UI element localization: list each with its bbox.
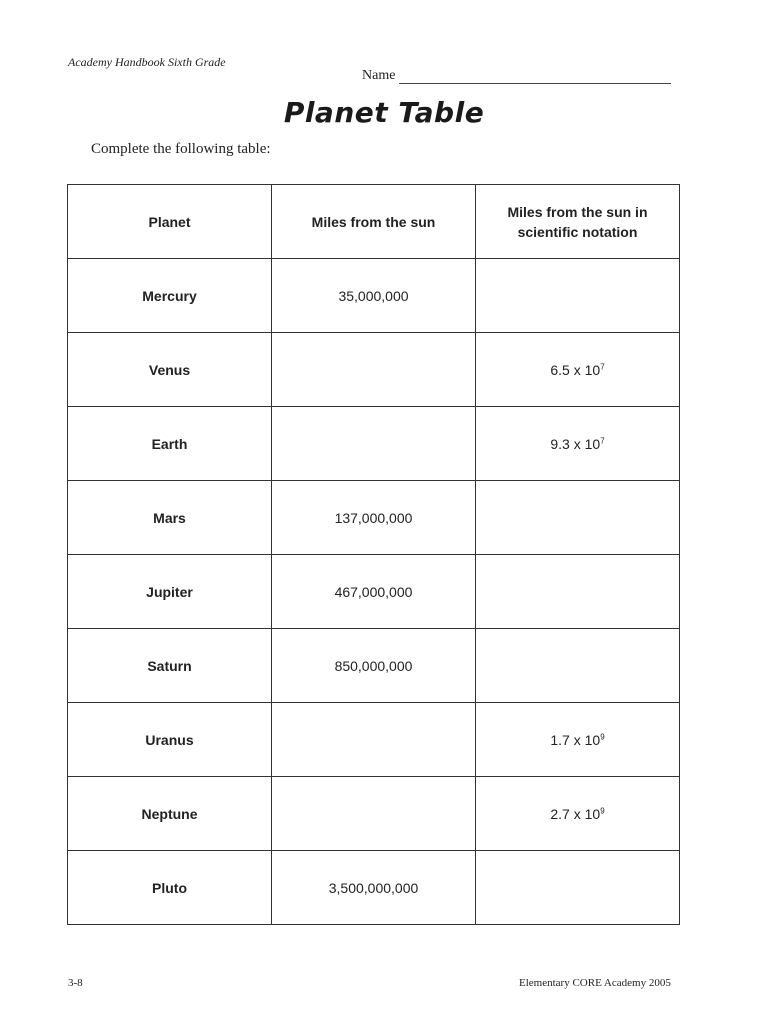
name-field [362,68,671,84]
header-planet: Planet [68,185,272,259]
scientific-exponent: 7 [600,361,605,371]
planet-name-cell: Pluto [68,851,272,925]
table-row [68,333,680,407]
miles-cell[interactable]: 35,000,000 [272,259,476,333]
scientific-base: 1.7 x 10 [550,731,601,748]
page-title: Planet Table [283,96,485,129]
planet-name-cell: Mercury [68,259,272,333]
header-scientific-notation: Miles from the sun in scientific notation [476,185,680,259]
miles-cell[interactable] [272,333,476,407]
miles-cell[interactable]: 850,000,000 [272,629,476,703]
miles-cell[interactable]: 3,500,000,000 [272,851,476,925]
scientific-notation-cell[interactable] [476,777,680,851]
planet-table [67,184,680,925]
miles-cell[interactable] [272,703,476,777]
miles-cell[interactable]: 467,000,000 [272,555,476,629]
table-row [68,777,680,851]
scientific-notation-cell[interactable] [476,407,680,481]
planet-name-cell: Earth [68,407,272,481]
instruction-text: Complete the following table: [91,141,271,157]
table-row [68,851,680,925]
planet-name-cell: Jupiter [68,555,272,629]
table-row [68,407,680,481]
table-row [68,259,680,333]
scientific-base: 9.3 x 10 [550,435,601,452]
table-header-row [68,185,680,259]
planet-name-cell: Venus [68,333,272,407]
scientific-notation-cell[interactable] [476,629,680,703]
scientific-base: 6.5 x 10 [550,361,601,378]
miles-cell[interactable] [272,407,476,481]
scientific-exponent: 9 [600,805,605,815]
scientific-notation-cell[interactable] [476,481,680,555]
scientific-exponent: 9 [600,731,605,741]
scientific-notation-cell[interactable] [476,851,680,925]
table-row [68,703,680,777]
scientific-exponent: 7 [600,435,605,445]
name-blank-line[interactable] [399,71,671,84]
miles-cell[interactable]: 137,000,000 [272,481,476,555]
planet-name-cell: Neptune [68,777,272,851]
miles-cell[interactable] [272,777,476,851]
scientific-notation-cell[interactable] [476,333,680,407]
table-row [68,555,680,629]
scientific-notation-cell[interactable] [476,259,680,333]
table-row [68,629,680,703]
page-number: 3-8 [68,977,83,989]
header-miles: Miles from the sun [272,185,476,259]
planet-name-cell: Mars [68,481,272,555]
scientific-notation-cell[interactable] [476,555,680,629]
name-label: Name [362,68,396,83]
planet-name-cell: Saturn [68,629,272,703]
table-row [68,481,680,555]
scientific-base: 2.7 x 10 [550,805,601,822]
handbook-label: Academy Handbook Sixth Grade [68,55,226,69]
publisher-footer: Elementary CORE Academy 2005 [519,977,671,989]
scientific-notation-cell[interactable] [476,703,680,777]
planet-name-cell: Uranus [68,703,272,777]
